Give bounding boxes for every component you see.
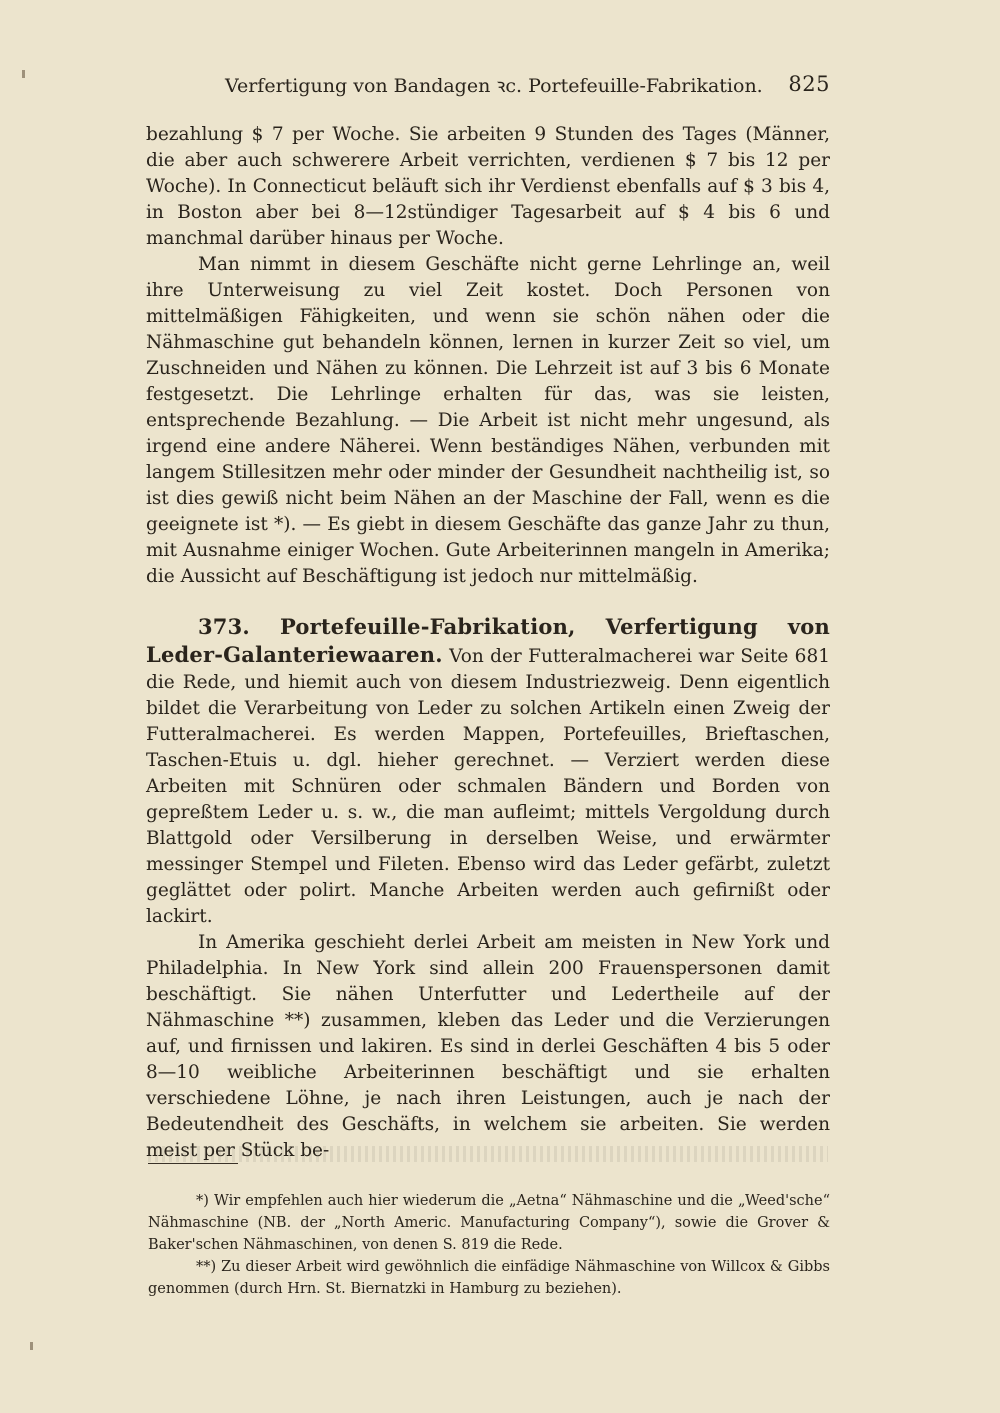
show-through-text xyxy=(148,1146,828,1162)
section-heading: 373. Portefeuille-Fabrikation, Verfertigung von Leder-Galanteriewaaren. xyxy=(146,614,830,667)
running-header xyxy=(225,72,830,98)
paragraph: In Amerika geschieht derlei Arbeit am meisten in New York und Philadelphia. In New York sind allein 200 Frauenspersonen damit beschäftigt. Sie nähen Unterfutter und Ledertheile auf der Nähmaschine **) zusammen, kleben das Leder und die Verzierungen auf, und firnissen und lakiren. Es sind in derlei Geschäften 4 bis 5 oder 8—10 weibliche Arbeiterinnen beschäftigt und sie erhalten verschiedene Löhne, je nach ihren Leistungen, auch je nach der Bedeutendheit des Geschäfts, in welchem sie arbeiten. Sie werden meist per Stück be- xyxy=(146,932,830,1161)
footnote-rule xyxy=(148,1163,238,1164)
footnote: **) Zu dieser Arbeit wird gewöhnlich die einfädige Nähmaschine von Willcox & Gibbs genommen (durch Hrn. St. Biernatzki in Hamburg zu beziehen). xyxy=(148,1259,830,1297)
page-number: 825 xyxy=(788,72,830,96)
page-edge-mark xyxy=(22,70,25,78)
paragraph: Man nimmt in diesem Geschäfte nicht gerne Lehrlinge an, weil ihre Unterweisung zu viel Zeit kostet. Doch Personen von mittelmäßigen Fähigkeiten, und wenn sie schön nähen oder die Nähmaschine gut behandeln können, lernen in kurzer Zeit so viel, um Zuschneiden und Nähen zu können. Die Lehrzeit ist auf 3 bis 6 Monate festgesetzt. Die Lehrlinge erhalten für das, was sie leisten, entsprechende Bezahlung. — Die Arbeit ist nicht mehr ungesund, als irgend eine andere Näherei. Wenn beständiges Nähen, verbunden mit langem Stillesitzen mehr oder minder der Gesundheit nachtheilig ist, so ist dies gewiß nicht beim Nähen an der Maschine der Fall, wenn es die geeignete ist *). — Es giebt in diesem Geschäfte das ganze Jahr zu thun, mit Ausnahme einiger Wochen. Gute Arbeiterinnen mangeln in Amerika; die Aussicht auf Beschäftigung ist jedoch nur mittelmäßig. xyxy=(146,254,830,587)
footnote: *) Wir empfehlen auch hier wiederum die „Aetna“ Nähmaschine und die „Weed'sche“ Nähmaschine (NB. der „North Americ. Manufacturing Company“), sowie die Grover & Baker'schen Nähmaschinen, von denen S. 819 die Rede. xyxy=(148,1193,830,1253)
page-edge-mark xyxy=(30,1342,33,1350)
section-text: Von der Futteralmacherei war Seite 681 die Rede, und hiemit auch von diesem Industriezweig. Denn eigentlich bildet die Verarbeitung von Leder zu solchen Artikeln einen Zweig der Futteralmacherei. Es werden Mappen, Portefeuilles, Brieftaschen, Taschen-Etuis u. dgl. hieher gerechnet. — Verziert werden diese Arbeiten mit Schnüren oder schmalen Bändern und Borden von gepreßtem Leder u. s. w., die man aufleimt; mittels Vergoldung durch Blattgold oder Versilberung in derselben Weise, und erwärmter messinger Stempel und Fileten. Ebenso wird das Leder gefärbt, zuletzt geglättet oder polirt. Manche Arbeiten werden auch gefirnißt oder lackirt. xyxy=(146,646,830,927)
main-text xyxy=(146,122,830,1164)
running-title: Verfertigung von Bandagen ꝛc. Portefeuille-Fabrikation. xyxy=(225,75,763,97)
footnotes xyxy=(148,1190,830,1300)
paragraph: bezahlung $ 7 per Woche. Sie arbeiten 9 Stunden des Tages (Männer, die aber auch schwerere Arbeit verrichten, verdienen $ 7 bis 12 per Woche). In Connecticut beläuft sich ihr Verdienst ebenfalls auf $ 3 bis 4, in Boston aber bei 8—12stündiger Tagesarbeit auf $ 4 bis 6 und manchmal darüber hinaus per Woche. xyxy=(146,124,830,249)
section-paragraph xyxy=(146,614,830,930)
